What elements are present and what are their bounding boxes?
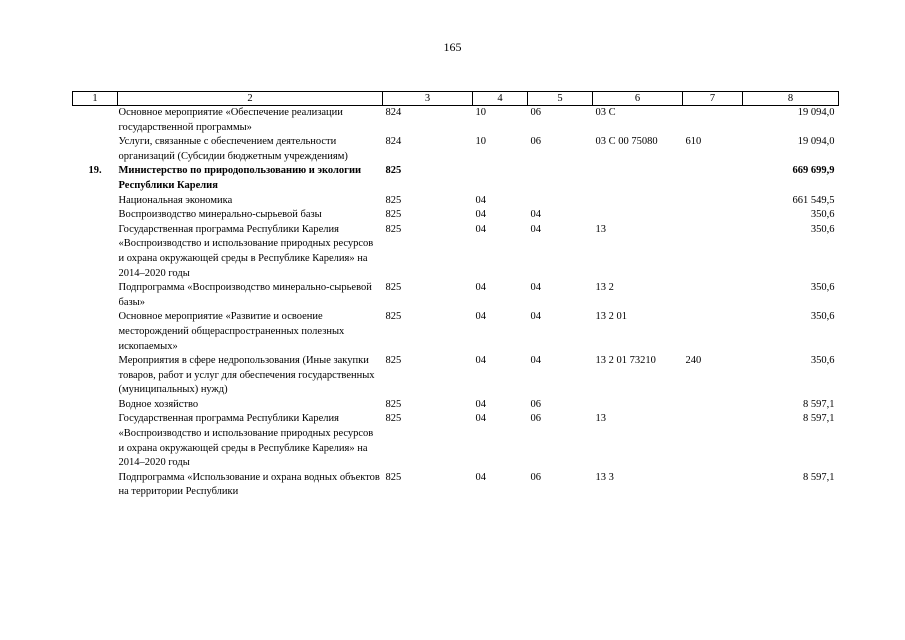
- ministry-code-cell: 825: [385, 355, 402, 367]
- expense-type-cell: [683, 412, 743, 470]
- expense-type-cell: [683, 164, 743, 193]
- header-cell: 1: [73, 92, 118, 106]
- target-article-cell: [593, 208, 683, 223]
- table-row: [73, 106, 839, 136]
- amount-cell: 8 597,1: [803, 471, 835, 483]
- target-article-cell: 13 2: [595, 282, 614, 294]
- amount-cell: 350,6: [810, 223, 835, 235]
- row-number-cell: [73, 223, 118, 281]
- section-cell: 04: [475, 311, 486, 323]
- expense-type-cell: [683, 398, 743, 413]
- target-article-cell: 13: [595, 223, 606, 235]
- row-number-cell: [73, 310, 118, 354]
- ministry-code-cell: 825: [385, 413, 402, 425]
- subsection-cell: 04: [530, 209, 541, 221]
- ministry-code-cell: 825: [385, 223, 402, 235]
- name-cell: Мероприятия в сфере недропользования (Иные закупки товаров, работ и услуг для обеспечения государственных (муниципальных) нужд): [118, 355, 375, 396]
- table-row: [73, 471, 839, 500]
- amount-cell: 8 597,1: [803, 398, 835, 410]
- page-number: 165: [443, 40, 462, 54]
- subsection-cell: 04: [530, 282, 541, 294]
- row-number-cell: [73, 208, 118, 223]
- name-cell: Министерство по природопользованию и экологии Республики Карелия: [118, 165, 362, 191]
- name-cell: Основное мероприятие «Обеспечение реализации государственной программы»: [118, 107, 343, 133]
- table-header-row: [73, 92, 839, 106]
- section-cell: 04: [475, 471, 486, 483]
- subsection-cell: 06: [530, 136, 541, 148]
- row-number-cell: 19.: [88, 165, 102, 177]
- table-row: [73, 208, 839, 223]
- ministry-code-cell: 825: [385, 311, 402, 323]
- name-cell: Водное хозяйство: [118, 398, 199, 410]
- table-row: [73, 310, 839, 354]
- section-cell: 04: [475, 398, 486, 410]
- budget-table: [72, 91, 839, 500]
- amount-cell: 350,6: [810, 355, 835, 367]
- name-cell: Основное мероприятие «Развитие и освоение месторождений общераспространенных полезных ископаемых»: [118, 311, 345, 352]
- expense-type-cell: [683, 106, 743, 136]
- expense-type-cell: 240: [685, 355, 702, 367]
- row-number-cell: [73, 354, 118, 398]
- ministry-code-cell: 825: [385, 194, 402, 206]
- target-article-cell: 13 2 01 73210: [595, 355, 656, 367]
- target-article-cell: 13: [595, 413, 606, 425]
- header-cell: 6: [593, 92, 683, 106]
- name-cell: Национальная экономика: [118, 194, 233, 206]
- expense-type-cell: [683, 194, 743, 209]
- header-cell: 2: [118, 92, 383, 106]
- section-cell: 04: [475, 209, 486, 221]
- subsection-cell: 06: [530, 413, 541, 425]
- header-cell: 3: [383, 92, 473, 106]
- target-article-cell: 03 С: [595, 107, 616, 118]
- ministry-code-cell: 824: [385, 107, 402, 118]
- table-row: [73, 398, 839, 413]
- subsection-cell: 06: [530, 471, 541, 483]
- target-article-cell: 13 3: [595, 471, 614, 483]
- expense-type-cell: [683, 208, 743, 223]
- section-cell: 04: [475, 355, 486, 367]
- name-cell: Государственная программа Республики Карелия «Воспроизводство и использование природных ресурсов и охрана окружающей среды в Республике Карелия» на 2014–2020 годы: [118, 413, 374, 469]
- ministry-code-cell: 825: [385, 209, 402, 221]
- section-cell: [473, 164, 528, 193]
- table-row: [73, 223, 839, 281]
- ministry-code-cell: 825: [385, 471, 402, 483]
- row-number-cell: [73, 281, 118, 310]
- subsection-cell: 04: [530, 355, 541, 367]
- target-article-cell: 13 2 01: [595, 311, 627, 323]
- ministry-code-cell: 825: [385, 165, 402, 177]
- expense-type-cell: [683, 310, 743, 354]
- table-row: [73, 194, 839, 209]
- target-article-cell: [593, 398, 683, 413]
- amount-cell: 661 549,5: [792, 194, 835, 206]
- name-cell: Услуги, связанные с обеспечением деятельности организаций (Субсидии бюджетным учреждениям): [118, 136, 348, 162]
- row-number-cell: [73, 194, 118, 209]
- row-number-cell: [73, 412, 118, 470]
- subsection-cell: [528, 164, 593, 193]
- header-cell: 8: [743, 92, 839, 106]
- row-number-cell: [73, 135, 118, 164]
- row-number-cell: [73, 106, 118, 136]
- table-row: [73, 412, 839, 470]
- amount-cell: 350,6: [810, 282, 835, 294]
- name-cell: Подпрограмма «Использование и охрана водных объектов на территории Республики: [118, 471, 380, 498]
- section-cell: 04: [475, 413, 486, 425]
- header-cell: 4: [473, 92, 528, 106]
- ministry-code-cell: 824: [385, 136, 402, 148]
- amount-cell: 350,6: [810, 311, 835, 323]
- section-cell: 04: [475, 223, 486, 235]
- subsection-cell: [528, 194, 593, 209]
- section-cell: 04: [475, 194, 486, 206]
- row-number-cell: [73, 471, 118, 500]
- target-article-cell: 03 С 00 75080: [595, 136, 658, 148]
- amount-cell: 350,6: [810, 209, 835, 221]
- section-cell: 04: [475, 282, 486, 294]
- table-row: [73, 354, 839, 398]
- table-body: [73, 92, 839, 501]
- name-cell: Государственная программа Республики Карелия «Воспроизводство и использование природных ресурсов и охрана окружающей среды в Республике Карелия» на 2014–2020 годы: [118, 223, 374, 279]
- subsection-cell: 04: [530, 311, 541, 323]
- amount-cell: 19 094,0: [797, 107, 835, 118]
- header-cell: 5: [528, 92, 593, 106]
- expense-type-cell: 610: [685, 136, 702, 148]
- expense-type-cell: [683, 281, 743, 310]
- amount-cell: 8 597,1: [803, 413, 835, 425]
- expense-type-cell: [683, 223, 743, 281]
- header-cell: 7: [683, 92, 743, 106]
- name-cell: Подпрограмма «Воспроизводство минерально-сырьевой базы»: [118, 282, 372, 308]
- name-cell: Воспроизводство минерально-сырьевой базы: [118, 209, 322, 221]
- table-row: [73, 281, 839, 310]
- amount-cell: 19 094,0: [797, 136, 835, 148]
- ministry-code-cell: 825: [385, 398, 402, 410]
- target-article-cell: [593, 194, 683, 209]
- row-number-cell: [73, 398, 118, 413]
- expense-type-cell: [683, 471, 743, 500]
- section-cell: 10: [475, 107, 486, 118]
- table-row: [73, 135, 839, 164]
- section-cell: 10: [475, 136, 486, 148]
- ministry-code-cell: 825: [385, 282, 402, 294]
- subsection-cell: 06: [530, 107, 541, 118]
- amount-cell: 669 699,9: [792, 165, 835, 177]
- target-article-cell: [593, 164, 683, 193]
- table-row: [73, 164, 839, 193]
- subsection-cell: 04: [530, 223, 541, 235]
- subsection-cell: 06: [530, 398, 541, 410]
